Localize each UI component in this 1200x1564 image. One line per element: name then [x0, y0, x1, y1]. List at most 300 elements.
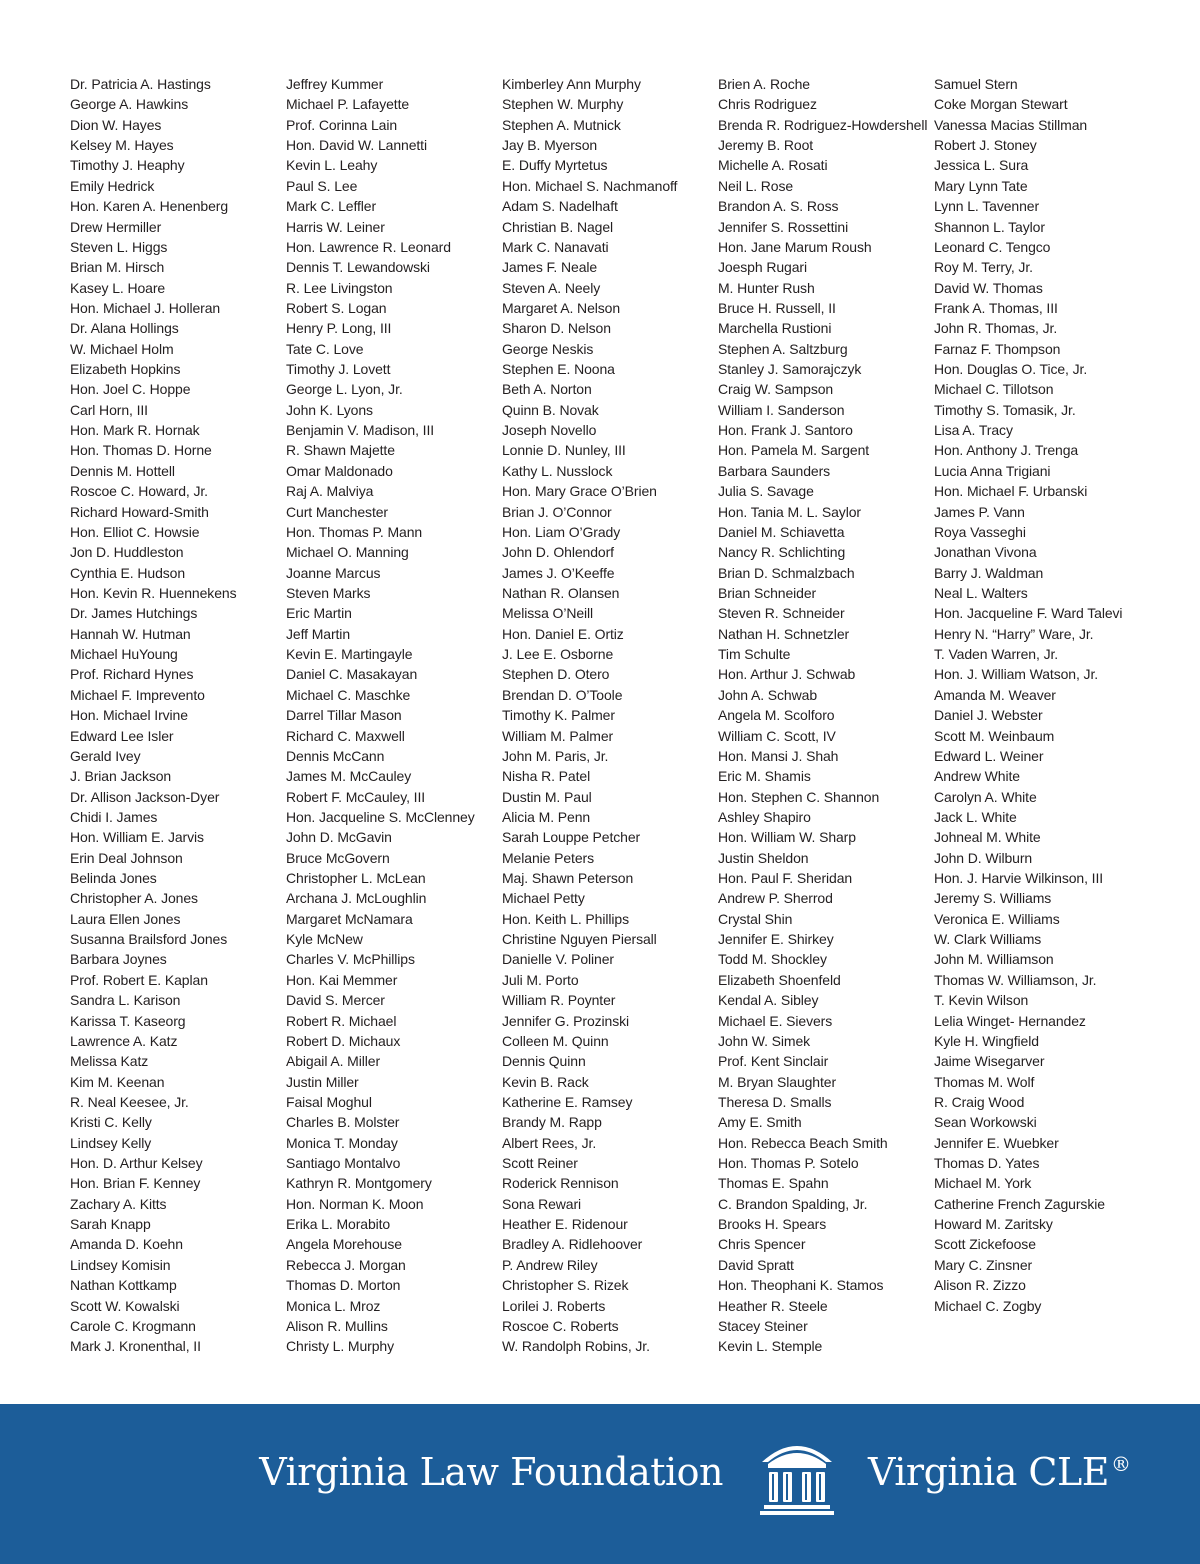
donor-name: Nathan H. Schnetzler	[718, 625, 850, 642]
donor-name: Melissa Katz	[70, 1053, 149, 1070]
donor-name: Sandra L. Karison	[70, 992, 181, 1009]
footer-banner	[0, 1404, 1200, 1564]
donor-name: Eric Martin	[286, 605, 352, 622]
donor-name: Prof. Kent Sinclair	[718, 1053, 829, 1070]
donor-name: John D. Wilburn	[934, 849, 1033, 866]
donor-name: Quinn B. Novak	[502, 401, 599, 418]
donor-name: Michael C. Zogby	[934, 1297, 1042, 1314]
donor-name: Brian M. Hirsch	[70, 259, 165, 276]
donor-name: Hon. Paul F. Sheridan	[718, 870, 853, 887]
donor-name: Hon. Frank J. Santoro	[718, 422, 853, 439]
donor-name: Kimberley Ann Murphy	[502, 76, 641, 92]
donor-name: Hon. Keith L. Phillips	[502, 910, 629, 927]
donor-name: Dr. Patricia A. Hastings	[70, 76, 211, 92]
donor-name: Hon. Michael F. Urbanski	[934, 483, 1088, 500]
donor-name: William I. Sanderson	[718, 401, 845, 418]
donor-name: Paul S. Lee	[286, 177, 358, 194]
donor-name: Hon. Liam O’Grady	[502, 523, 621, 540]
donor-name: Neil L. Rose	[718, 177, 794, 194]
donor-name: Roya Vasseghi	[934, 523, 1026, 540]
donor-name: Brian D. Schmalzbach	[718, 564, 855, 581]
donor-name: Dennis McCann	[286, 747, 385, 764]
donor-name: Stanley J. Samorajczyk	[718, 361, 862, 378]
donor-name: Justin Miller	[286, 1073, 359, 1090]
donor-name: Lynn L. Tavenner	[934, 198, 1040, 215]
donor-name: Kyle McNew	[286, 931, 363, 948]
donor-name: Hon. Michael Irvine	[70, 707, 188, 724]
donor-name: Christy L. Murphy	[286, 1338, 394, 1355]
donor-name: Scott Zickefoose	[934, 1236, 1036, 1253]
donor-name: Roy M. Terry, Jr.	[934, 259, 1033, 276]
donor-name: Benjamin V. Madison, III	[286, 422, 435, 439]
donor-name: Stacey Steiner	[718, 1317, 808, 1334]
donor-name: Albert Rees, Jr.	[502, 1134, 597, 1151]
donor-name: Jennifer E. Shirkey	[718, 931, 834, 948]
donor-name: Jeremy S. Williams	[934, 890, 1052, 907]
donor-name: Edward L. Weiner	[934, 747, 1044, 764]
donor-name: Frank A. Thomas, III	[934, 299, 1058, 316]
donor-name: John A. Schwab	[718, 686, 817, 703]
donor-name-list	[70, 74, 1190, 1364]
donor-name: Scott M. Weinbaum	[934, 727, 1055, 744]
donor-name: Robert D. Michaux	[286, 1032, 401, 1049]
donor-name: Nancy R. Schlichting	[718, 544, 846, 561]
donor-name: Jeremy B. Root	[718, 137, 814, 154]
donor-name: Kyle H. Wingfield	[934, 1032, 1039, 1049]
donor-name: Angela M. Scolforo	[718, 707, 835, 724]
donor-name: George A. Hawkins	[70, 96, 189, 113]
donor-name: Thomas E. Spahn	[718, 1175, 829, 1192]
donor-name: Dennis M. Hottell	[70, 462, 175, 479]
donor-name: Jeff Martin	[286, 625, 350, 642]
donor-name: T. Kevin Wilson	[934, 992, 1029, 1009]
donor-name: Susanna Brailsford Jones	[70, 931, 228, 948]
donor-name: Thomas D. Morton	[286, 1277, 401, 1294]
donor-name: Stephen W. Murphy	[502, 96, 624, 113]
donor-name: James M. McCauley	[286, 768, 412, 785]
donor-name: John D. McGavin	[286, 829, 392, 846]
donor-name: Lucia Anna Trigiani	[934, 462, 1051, 479]
donor-name: Dr. Alana Hollings	[70, 320, 179, 337]
donor-name: Brien A. Roche	[718, 76, 810, 92]
donor-name: Lindsey Komisin	[70, 1256, 171, 1273]
donor-name: J. Lee E. Osborne	[502, 646, 614, 663]
donor-name: Marchella Rustioni	[718, 320, 832, 337]
donor-name: Barry J. Waldman	[934, 564, 1044, 581]
donor-name: Prof. Corinna Lain	[286, 116, 398, 133]
donor-name: Hon. Michael S. Nachmanoff	[502, 177, 678, 194]
donor-name: Prof. Richard Hynes	[70, 666, 194, 683]
donor-name: Kim M. Keenan	[70, 1073, 165, 1090]
donor-name: John R. Thomas, Jr.	[934, 320, 1058, 337]
donor-name: R. Craig Wood	[934, 1093, 1025, 1110]
donor-name: Beth A. Norton	[502, 381, 592, 398]
virginia-law-foundation-wordmark: Virginia Law Foundation	[259, 1450, 723, 1494]
donor-name: Catherine French Zagurskie	[934, 1195, 1105, 1212]
donor-name: P. Andrew Riley	[502, 1256, 598, 1273]
donor-name: Melanie Peters	[502, 849, 594, 866]
donor-name: Jon D. Huddleston	[70, 544, 184, 561]
donor-name: Coke Morgan Stewart	[934, 96, 1068, 113]
donor-name: Samuel Stern	[934, 76, 1018, 92]
donor-name: Hon. Kai Memmer	[286, 971, 398, 988]
donor-name: Brandon A. S. Ross	[718, 198, 839, 215]
donor-name: J. Brian Jackson	[70, 768, 172, 785]
donor-name: John M. Williamson	[934, 951, 1054, 968]
donor-name: Hon. Jane Marum Roush	[718, 238, 872, 255]
donor-name: Mark C. Leffler	[286, 198, 377, 215]
donor-name: Farnaz F. Thompson	[934, 340, 1061, 357]
donor-name: Maj. Shawn Peterson	[502, 870, 634, 887]
donor-name: George L. Lyon, Jr.	[286, 381, 403, 398]
donor-name: Lorilei J. Roberts	[502, 1297, 606, 1314]
donor-name: Charles V. McPhillips	[286, 951, 415, 968]
donor-name: Mark C. Nanavati	[502, 238, 609, 255]
donor-name: M. Hunter Rush	[718, 279, 815, 296]
donor-name: Roscoe C. Howard, Jr.	[70, 483, 208, 500]
donor-name: M. Bryan Slaughter	[718, 1073, 837, 1090]
donor-name: Stephen D. Otero	[502, 666, 610, 683]
donor-name: Kevin B. Rack	[502, 1073, 589, 1090]
donor-name: David S. Mercer	[286, 992, 385, 1009]
donor-name: Dustin M. Paul	[502, 788, 592, 805]
donor-name: Margaret McNamara	[286, 910, 413, 927]
donor-name: Lelia Winget- Hernandez	[934, 1012, 1086, 1029]
donor-name: Jessica L. Sura	[934, 157, 1029, 174]
donor-name: Barbara Joynes	[70, 951, 167, 968]
donor-name: Richard Howard-Smith	[70, 503, 209, 520]
donor-name: C. Brandon Spalding, Jr.	[718, 1195, 868, 1212]
donor-name: Brian J. O’Connor	[502, 503, 612, 520]
donor-name: E. Duffy Myrtetus	[502, 157, 608, 174]
donor-name: Tate C. Love	[286, 340, 364, 357]
donor-name: Theresa D. Smalls	[718, 1093, 832, 1110]
donor-name: Sona Rewari	[502, 1195, 582, 1212]
donor-name: Justin Sheldon	[718, 849, 809, 866]
donor-name: Hon. William W. Sharp	[718, 829, 856, 846]
donor-name: Katherine E. Ramsey	[502, 1093, 633, 1110]
donor-name: Amanda M. Weaver	[934, 686, 1056, 703]
donor-name: Hon. David W. Lannetti	[286, 137, 427, 154]
donor-name: Steven L. Higgs	[70, 238, 168, 255]
donor-name: Karissa T. Kaseorg	[70, 1012, 186, 1029]
name-column-3	[502, 74, 677, 1357]
donor-name: Daniel C. Masakayan	[286, 666, 418, 683]
donor-name: Shannon L. Taylor	[934, 218, 1045, 235]
donor-name: Joanne Marcus	[286, 564, 381, 581]
donor-name: Tim Schulte	[718, 646, 791, 663]
donor-name: Stephen A. Saltzburg	[718, 340, 848, 357]
donor-name: Adam S. Nadelhaft	[502, 198, 618, 215]
donor-name: Santiago Montalvo	[286, 1155, 401, 1172]
donor-name: R. Neal Keesee, Jr.	[70, 1093, 189, 1110]
donor-name: Timothy K. Palmer	[502, 707, 615, 724]
donor-name: Thomas D. Yates	[934, 1155, 1040, 1172]
virginia-cle-text: Virginia CLE	[868, 1450, 1109, 1494]
donor-name: Belinda Jones	[70, 870, 157, 887]
donor-name: Omar Maldonado	[286, 462, 393, 479]
donor-name: Robert S. Logan	[286, 299, 387, 316]
donor-name: Emily Hedrick	[70, 177, 155, 194]
donor-name: Hon. Douglas O. Tice, Jr.	[934, 361, 1088, 378]
donor-name: Carolyn A. White	[934, 788, 1037, 805]
donor-name: Hon. J. Harvie Wilkinson, III	[934, 870, 1104, 887]
donor-name: Lindsey Kelly	[70, 1134, 152, 1151]
donor-name: Thomas M. Wolf	[934, 1073, 1035, 1090]
donor-name: Timothy S. Tomasik, Jr.	[934, 401, 1076, 418]
donor-name: Darrel Tillar Mason	[286, 707, 402, 724]
donor-name: Neal L. Walters	[934, 584, 1028, 601]
donor-name: Vanessa Macias Stillman	[934, 116, 1088, 133]
donor-name: Hon. Lawrence R. Leonard	[286, 238, 451, 255]
donor-name: Monica T. Monday	[286, 1134, 398, 1151]
donor-name: Scott W. Kowalski	[70, 1297, 180, 1314]
donor-name: Michael M. York	[934, 1175, 1032, 1192]
donor-name: T. Vaden Warren, Jr.	[934, 646, 1059, 663]
donor-name: Howard M. Zaritsky	[934, 1216, 1053, 1233]
donor-name: Michelle A. Rosati	[718, 157, 828, 174]
donor-name: Robert F. McCauley, III	[286, 788, 426, 805]
donor-name: Timothy J. Heaphy	[70, 157, 185, 174]
registered-mark: ®	[1110, 1452, 1131, 1476]
donor-name: Jaime Wisegarver	[934, 1053, 1045, 1070]
donor-name: Stephen E. Noona	[502, 361, 615, 378]
donor-name: Harris W. Leiner	[286, 218, 385, 235]
donor-name: Daniel J. Webster	[934, 707, 1043, 724]
donor-name: Leonard C. Tengco	[934, 238, 1051, 255]
donor-name: Henry N. “Harry” Ware, Jr.	[934, 625, 1094, 642]
donor-name: John D. Ohlendorf	[502, 544, 614, 561]
donor-name: Jennifer G. Prozinski	[502, 1012, 630, 1029]
donor-name: Rebecca J. Morgan	[286, 1256, 406, 1273]
donor-name: Edward Lee Isler	[70, 727, 174, 744]
donor-name: Melissa O’Neill	[502, 605, 594, 622]
donor-name: Hon. Mark R. Hornak	[70, 422, 200, 439]
donor-name: Kasey L. Hoare	[70, 279, 166, 296]
donor-name: Hon. Thomas D. Horne	[70, 442, 212, 459]
donor-name: Hannah W. Hutman	[70, 625, 191, 642]
donor-name: Christian B. Nagel	[502, 218, 614, 235]
donor-name: Thomas W. Williamson, Jr.	[934, 971, 1097, 988]
donor-name: David W. Thomas	[934, 279, 1043, 296]
donor-name: Laura Ellen Jones	[70, 910, 181, 927]
donor-name: Sarah Louppe Petcher	[502, 829, 641, 846]
donor-name: Brandy M. Rapp	[502, 1114, 602, 1131]
donor-name: Hon. Jacqueline F. Ward Talevi	[934, 605, 1123, 622]
donor-name: Jonathan Vivona	[934, 544, 1037, 561]
donor-name: Hon. J. William Watson, Jr.	[934, 666, 1099, 683]
donor-name: Hon. Rebecca Beach Smith	[718, 1134, 888, 1151]
donor-name: Chris Rodriguez	[718, 96, 817, 113]
donor-name: Dr. Allison Jackson-Dyer	[70, 788, 220, 805]
donor-name: Dr. James Hutchings	[70, 605, 198, 622]
donor-name: Michael HuYoung	[70, 646, 178, 663]
donor-name: Kelsey M. Hayes	[70, 137, 174, 154]
donor-name: Robert J. Stoney	[934, 137, 1037, 154]
donor-name: Nathan R. Olansen	[502, 584, 620, 601]
donor-name: Hon. Daniel E. Ortiz	[502, 625, 624, 642]
donor-name: Faisal Moghul	[286, 1093, 372, 1110]
donor-name: Jennifer S. Rossettini	[718, 218, 849, 235]
donor-name: Alicia M. Penn	[502, 808, 591, 825]
donor-name: Michael P. Lafayette	[286, 96, 410, 113]
donor-name: Elizabeth Hopkins	[70, 361, 181, 378]
donor-name: Kevin E. Martingayle	[286, 646, 413, 663]
donor-name: Michael F. Imprevento	[70, 686, 205, 703]
donor-name: Crystal Shin	[718, 910, 793, 927]
donor-name: Richard C. Maxwell	[286, 727, 405, 744]
donor-name: Hon. Elliot C. Howsie	[70, 523, 200, 540]
donor-name: Barbara Saunders	[718, 462, 831, 479]
donor-name: Lisa A. Tracy	[934, 422, 1013, 439]
donor-name: Daniel M. Schiavetta	[718, 523, 845, 540]
courthouse-icon	[758, 1432, 836, 1516]
donor-name: Alison R. Mullins	[286, 1317, 388, 1334]
donor-name: James P. Vann	[934, 503, 1025, 520]
donor-name: Erin Deal Johnson	[70, 849, 183, 866]
donor-name: Zachary A. Kitts	[70, 1195, 167, 1212]
donor-name: Dennis Quinn	[502, 1053, 586, 1070]
donor-name: James F. Neale	[502, 259, 598, 276]
donor-name: Dion W. Hayes	[70, 116, 162, 133]
donor-name: Hon. Tania M. L. Saylor	[718, 503, 861, 520]
donor-name: Joseph Novello	[502, 422, 597, 439]
donor-name: Ashley Shapiro	[718, 808, 811, 825]
donor-name: R. Shawn Majette	[286, 442, 395, 459]
donor-name: Hon. Pamela M. Sargent	[718, 442, 870, 459]
donor-name: Michael C. Maschke	[286, 686, 411, 703]
donor-name: Hon. Jacqueline S. McClenney	[286, 808, 475, 825]
donor-name: Kendal A. Sibley	[718, 992, 819, 1009]
donor-name: Bradley A. Ridlehoover	[502, 1236, 643, 1253]
donor-name: Prof. Robert E. Kaplan	[70, 971, 208, 988]
donor-name: Raj A. Malviya	[286, 483, 374, 500]
donor-name: Jeffrey Kummer	[286, 76, 384, 92]
donor-name: Drew Hermiller	[70, 218, 162, 235]
donor-name: Sarah Knapp	[70, 1216, 151, 1233]
donor-name: David Spratt	[718, 1256, 794, 1273]
donor-name: W. Clark Williams	[934, 931, 1042, 948]
donor-name: Michael O. Manning	[286, 544, 409, 561]
donor-name: Craig W. Sampson	[718, 381, 834, 398]
donor-name: Hon. Kevin R. Huennekens	[70, 584, 237, 601]
donor-name: Bruce H. Russell, II	[718, 299, 836, 316]
donor-name: Veronica E. Williams	[934, 910, 1060, 927]
donor-name: Hon. Stephen C. Shannon	[718, 788, 880, 805]
donor-name: W. Michael Holm	[70, 340, 174, 357]
donor-name: Hon. William E. Jarvis	[70, 829, 204, 846]
donor-name: John W. Simek	[718, 1032, 811, 1049]
donor-name: Colleen M. Quinn	[502, 1032, 609, 1049]
donor-name: Hon. Anthony J. Trenga	[934, 442, 1079, 459]
donor-name: Mark J. Kronenthal, II	[70, 1338, 201, 1355]
donor-name: Heather R. Steele	[718, 1297, 828, 1314]
donor-name: Archana J. McLoughlin	[286, 890, 427, 907]
donor-name: Joesph Rugari	[718, 259, 807, 276]
donor-name: Scott Reiner	[502, 1155, 578, 1172]
donor-name: Todd M. Shockley	[718, 951, 827, 968]
donor-name: Dennis T. Lewandowski	[286, 259, 430, 276]
donor-name: Bruce McGovern	[286, 849, 390, 866]
donor-name: Gerald Ivey	[70, 747, 141, 764]
donor-name: Stephen A. Mutnick	[502, 116, 621, 133]
donor-name: Chris Spencer	[718, 1236, 806, 1253]
donor-name: Elizabeth Shoenfeld	[718, 971, 841, 988]
donor-name: Timothy J. Lovett	[286, 361, 391, 378]
donor-name: Angela Morehouse	[286, 1236, 402, 1253]
donor-name: Kathryn R. Montgomery	[286, 1175, 432, 1192]
donor-name: Chidi I. James	[70, 808, 158, 825]
donor-name: R. Lee Livingston	[286, 279, 393, 296]
donor-name: Steven Marks	[286, 584, 371, 601]
donor-name: John K. Lyons	[286, 401, 373, 418]
donor-name: George Neskis	[502, 340, 594, 357]
donor-name: Juli M. Porto	[502, 971, 579, 988]
virginia-cle-wordmark	[868, 1444, 1130, 1500]
donor-name: Roscoe C. Roberts	[502, 1317, 619, 1334]
donor-name: Curt Manchester	[286, 503, 388, 520]
donor-name: Hon. Arthur J. Schwab	[718, 666, 856, 683]
donor-name: Kathy L. Nusslock	[502, 462, 613, 479]
donor-name: Robert R. Michael	[286, 1012, 397, 1029]
name-column-4	[718, 74, 927, 1357]
donor-name: Michael C. Tillotson	[934, 381, 1054, 398]
donor-name: Christopher L. McLean	[286, 870, 426, 887]
donor-name: Amy E. Smith	[718, 1114, 802, 1131]
donor-name: Alison R. Zizzo	[934, 1277, 1026, 1294]
donor-name: Andrew P. Sherrod	[718, 890, 833, 907]
donor-name: Henry P. Long, III	[286, 320, 392, 337]
donor-name: Abigail A. Miller	[286, 1053, 381, 1070]
name-column-2	[286, 74, 475, 1357]
donor-name: Charles B. Molster	[286, 1114, 400, 1131]
donor-name: Steven R. Schneider	[718, 605, 845, 622]
donor-name: Andrew White	[934, 768, 1020, 785]
donor-name: Hon. Brian F. Kenney	[70, 1175, 201, 1192]
name-column-1	[70, 74, 236, 1357]
donor-name: Kevin L. Leahy	[286, 157, 378, 174]
donor-name: Hon. Norman K. Moon	[286, 1195, 424, 1212]
donor-name: William C. Scott, IV	[718, 727, 836, 744]
donor-name: Hon. D. Arthur Kelsey	[70, 1155, 203, 1172]
donor-name: Hon. Karen A. Henenberg	[70, 198, 229, 215]
donor-name: Mary C. Zinsner	[934, 1256, 1033, 1273]
donor-name: Hon. Joel C. Hoppe	[70, 381, 191, 398]
donor-name: Hon. Theophani K. Stamos	[718, 1277, 884, 1294]
donor-name: Johneal M. White	[934, 829, 1041, 846]
donor-name: Mary Lynn Tate	[934, 177, 1028, 194]
donor-name: Kristi C. Kelly	[70, 1114, 152, 1131]
donor-name: Sharon D. Nelson	[502, 320, 611, 337]
donor-name: Nisha R. Patel	[502, 768, 591, 785]
donor-name: Jay B. Myerson	[502, 137, 598, 154]
donor-name: Sean Workowski	[934, 1114, 1037, 1131]
donor-name: Brian Schneider	[718, 584, 817, 601]
donor-name: Monica L. Mroz	[286, 1297, 381, 1314]
donor-name: Kevin L. Stemple	[718, 1338, 823, 1355]
donor-name: Jack L. White	[934, 808, 1017, 825]
donor-name: Hon. Mansi J. Shah	[718, 747, 839, 764]
donor-name: Christine Nguyen Piersall	[502, 931, 657, 948]
donor-name: Brendan D. O’Toole	[502, 686, 623, 703]
donor-name: Julia S. Savage	[718, 483, 814, 500]
donor-name: Heather E. Ridenour	[502, 1216, 628, 1233]
donor-name: Hon. Thomas P. Sotelo	[718, 1155, 859, 1172]
donor-name: John M. Paris, Jr.	[502, 747, 609, 764]
name-column-5	[934, 74, 1122, 1316]
donor-name: William M. Palmer	[502, 727, 614, 744]
donor-name: Erika L. Morabito	[286, 1216, 391, 1233]
